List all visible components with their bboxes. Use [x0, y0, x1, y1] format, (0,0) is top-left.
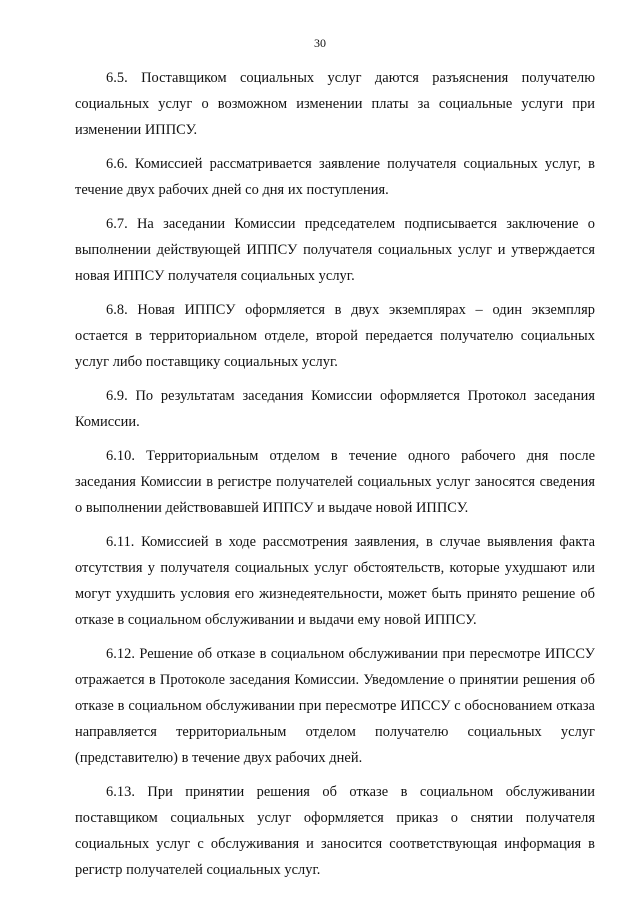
paragraph-6-7: 6.7. На заседании Комиссии председателем подписывается заключение о выполнении действующей ИППСУ получателя социальных услуг и утверждается новая ИППСУ получателя социальных услуг. — [75, 216, 595, 284]
paragraph-6-9: 6.9. По результатам заседания Комиссии оформляется Протокол заседания Комиссии. — [75, 388, 595, 430]
paragraph-6-8: 6.8. Новая ИППСУ оформляется в двух экземплярах – один экземпляр остается в территориальном отделе, второй передается получателю социальных услуг либо поставщику социальных услуг. — [75, 302, 595, 370]
document-body — [75, 65, 595, 891]
paragraph-6-11: 6.11. Комиссией в ходе рассмотрения заявления, в случае выявления факта отсутствия у получателя социальных услуг обстоятельств, которые ухудшают или могут ухудшить условия его жизнедеятельности, может быть принято решение об отказе в социальном обслуживании и выдачи ему новой ИППСУ. — [75, 534, 595, 628]
paragraph-6-13: 6.13. При принятии решения об отказе в социальном обслуживании поставщиком социальных услуг оформляется приказ о снятии получателя социальных услуг с обслуживания и заносится соответствующая информация в регистр получателей социальных услуг. — [75, 784, 595, 878]
page-number: 30 — [314, 36, 326, 50]
paragraph-6-10: 6.10. Территориальным отделом в течение одного рабочего дня после заседания Комиссии в регистре получателей социальных услуг заносятся сведения о выполнении действовавшей ИППСУ и выдаче новой ИППСУ. — [75, 448, 595, 516]
paragraph-6-6: 6.6. Комиссией рассматривается заявление получателя социальных услуг, в течение двух рабочих дней со дня их поступления. — [75, 156, 595, 198]
paragraph-6-12: 6.12. Решение об отказе в социальном обслуживании при пересмотре ИПССУ отражается в Протоколе заседания Комиссии. Уведомление о принятии решения об отказе в социальном обслуживании при пересмотре ИПССУ с обоснованием отказа направляется территориальным отделом получателю социальных услуг (представителю) в течение двух рабочих дней. — [75, 646, 595, 766]
paragraph-6-5: 6.5. Поставщиком социальных услуг даются разъяснения получателю социальных услуг о возможном изменении платы за социальные услуги при изменении ИППСУ. — [75, 70, 595, 138]
